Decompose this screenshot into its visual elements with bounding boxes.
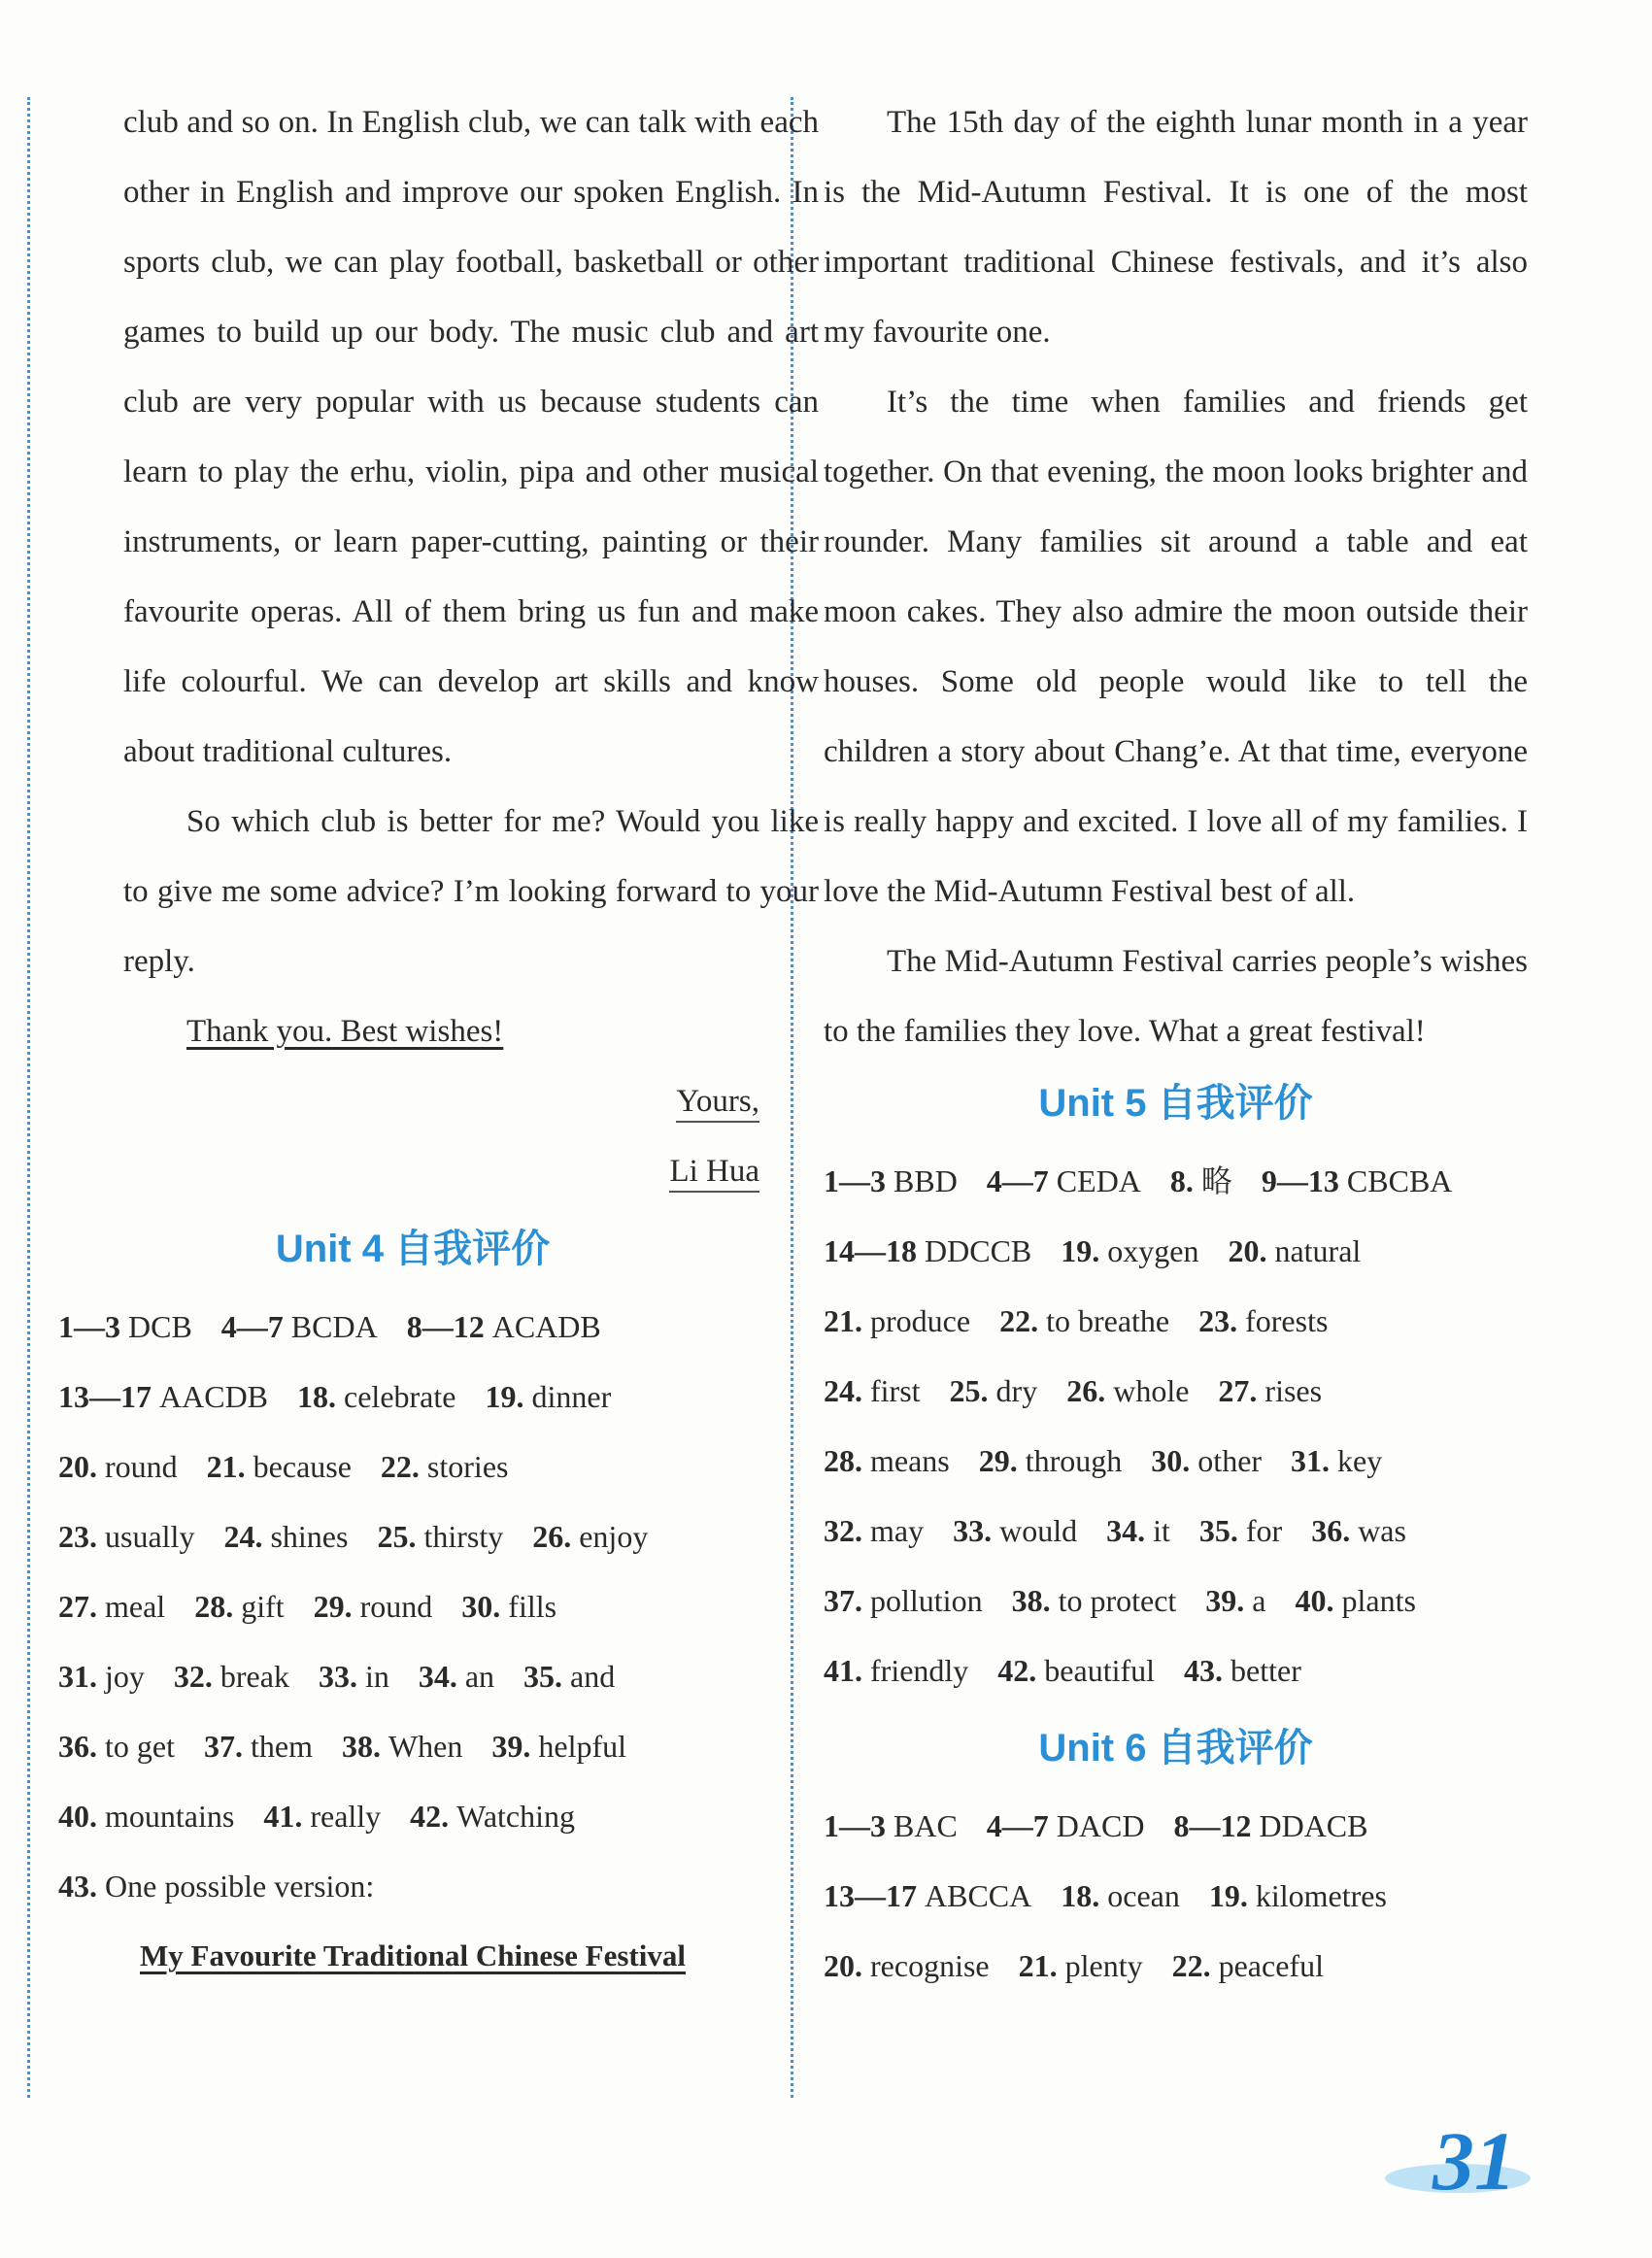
answer-number: 8—12 [406, 1309, 485, 1344]
letter-closing [123, 996, 819, 1066]
answer-number: 23. [58, 1519, 97, 1554]
answer-item [377, 1501, 503, 1571]
answer-number: 13—17 [824, 1878, 917, 1913]
answer-item [824, 1791, 958, 1861]
answer-value: mountains [105, 1799, 235, 1834]
answer-line [824, 1635, 1528, 1705]
answer-item [1262, 1146, 1452, 1216]
answer-number: 36. [58, 1729, 97, 1764]
answer-item [824, 1286, 970, 1356]
answer-value: celebrate [344, 1379, 456, 1414]
answer-item [314, 1571, 433, 1641]
answer-item [1170, 1146, 1232, 1216]
answer-item [1198, 1286, 1328, 1356]
answer-value: produce [870, 1303, 971, 1338]
answer-line [824, 1146, 1528, 1216]
answer-value: them [250, 1729, 313, 1764]
answer-item [419, 1641, 494, 1711]
answer-number: 30. [1151, 1443, 1191, 1478]
answer-value: first [870, 1373, 921, 1408]
unit5-title: Unit 5 自我评价 [1038, 1082, 1313, 1125]
answer-value: kilometres [1255, 1878, 1387, 1913]
answer-number: 24. [223, 1519, 263, 1554]
answer-item [1066, 1356, 1189, 1426]
answer-number: 25. [949, 1373, 989, 1408]
answer-item [824, 1496, 924, 1566]
answer-number: 18. [297, 1379, 337, 1414]
answer-item [207, 1432, 352, 1501]
answer-item [1106, 1496, 1170, 1566]
answer-value: means [870, 1443, 950, 1478]
answer-item [461, 1571, 556, 1641]
answer-number: 40. [58, 1799, 97, 1834]
answer-number: 4—7 [220, 1309, 284, 1344]
answer-line [824, 1566, 1528, 1635]
answer-value: gift [241, 1589, 285, 1624]
answer-line [824, 1791, 1528, 1861]
essay-title: My Favourite Traditional Chinese Festival [140, 1938, 686, 1972]
answer-number: 39. [1205, 1583, 1245, 1618]
answer-item [987, 1146, 1141, 1216]
answer-number: 41. [263, 1799, 303, 1834]
answer-value: was [1358, 1513, 1406, 1548]
answer-line [824, 1216, 1528, 1286]
answer-value: other [1197, 1443, 1263, 1478]
answer-number: 33. [953, 1513, 993, 1548]
answer-item [824, 1356, 921, 1426]
answer-item [263, 1781, 381, 1851]
answer-value: enjoy [579, 1519, 649, 1554]
answer-number: 13—17 [58, 1379, 152, 1414]
answer-value: helpful [538, 1729, 627, 1764]
answer-number: 26. [1066, 1373, 1106, 1408]
answer-number: 38. [1011, 1583, 1051, 1618]
answer-number: 19. [485, 1379, 524, 1414]
answer-line [58, 1292, 767, 1362]
answer-item [485, 1362, 611, 1432]
answer-item [987, 1791, 1145, 1861]
answer-number: 9—13 [1261, 1163, 1339, 1198]
answer-line [58, 1851, 767, 1921]
answer-line [58, 1501, 767, 1571]
answer-item [1012, 1566, 1177, 1635]
answer-number: 40. [1295, 1583, 1334, 1618]
answer-number: 22. [1171, 1948, 1211, 1983]
answer-number: 14—18 [824, 1233, 917, 1268]
answer-value: to protect [1058, 1583, 1177, 1618]
answer-item [381, 1432, 509, 1501]
unit4-answers [58, 1292, 767, 1921]
answer-number: 32. [173, 1659, 213, 1694]
answer-value: friendly [870, 1653, 969, 1688]
answer-number: 38. [341, 1729, 381, 1764]
answer-number: 21. [206, 1449, 246, 1484]
answer-value: in [364, 1659, 389, 1694]
answer-value: DCB [128, 1309, 192, 1344]
answer-value: AACDB [159, 1379, 269, 1414]
answer-number: 4—7 [986, 1808, 1049, 1843]
answer-number: 36. [1311, 1513, 1351, 1548]
answer-number: 20. [824, 1948, 862, 1983]
answer-item [1019, 1931, 1143, 2001]
answer-value: Watching [456, 1799, 575, 1834]
answer-item [410, 1781, 575, 1851]
answer-number: 27. [1218, 1373, 1258, 1408]
answer-value: because [253, 1449, 352, 1484]
answer-item [58, 1432, 178, 1501]
answer-number: 43. [1184, 1653, 1224, 1688]
answer-number: 19. [1208, 1878, 1248, 1913]
answer-item [979, 1426, 1123, 1496]
essay-paragraph-1: The 15th day of the eighth lunar month in a year is the Mid-Autumn Festival. It is one of the most important traditional Chinese festivals, and it’s also my favourite one. [824, 105, 1528, 350]
answer-number: 19. [1061, 1233, 1100, 1268]
answer-item [1172, 1931, 1324, 2001]
answer-number: 35. [523, 1659, 563, 1694]
unit4-title: Unit 4 自我评价 [275, 1228, 551, 1270]
answer-number: 34. [418, 1659, 457, 1694]
answer-number: 1—3 [824, 1163, 886, 1198]
answer-number: 29. [978, 1443, 1018, 1478]
answer-item [58, 1501, 194, 1571]
answer-item [58, 1781, 234, 1851]
answer-item [58, 1362, 268, 1432]
answer-value: pollution [870, 1583, 983, 1618]
closing-text: Thank you. Best wishes! [186, 1014, 504, 1049]
answer-value: key [1337, 1443, 1383, 1478]
answer-number: 4—7 [986, 1163, 1049, 1198]
answer-item [194, 1571, 284, 1641]
answer-value: better [1231, 1653, 1301, 1688]
left-margin-rule [27, 97, 30, 2098]
answer-item [407, 1292, 601, 1362]
answer-value: thirsty [423, 1519, 504, 1554]
answer-number: 32. [824, 1513, 862, 1548]
answer-line [58, 1571, 767, 1641]
answer-value: break [219, 1659, 289, 1694]
answer-item [204, 1711, 313, 1781]
right-column [824, 87, 1528, 2001]
answer-number: 39. [491, 1729, 531, 1764]
answer-value: beautiful [1044, 1653, 1156, 1688]
answer-line [58, 1362, 767, 1432]
answer-number: 21. [1018, 1948, 1058, 1983]
answer-value: really [310, 1799, 382, 1834]
answer-value: usually [105, 1519, 195, 1554]
answer-value: whole [1113, 1373, 1190, 1408]
answer-item [58, 1851, 374, 1921]
answer-number: 34. [1106, 1513, 1146, 1548]
answer-item [58, 1711, 175, 1781]
answer-number: 1—3 [58, 1309, 120, 1344]
answer-line [824, 1356, 1528, 1426]
answer-item [824, 1566, 983, 1635]
answer-item [1199, 1496, 1282, 1566]
answer-value: fills [508, 1589, 557, 1624]
answer-number: 37. [203, 1729, 243, 1764]
answer-value: natural [1274, 1233, 1362, 1268]
answer-value: to get [105, 1729, 175, 1764]
answer-item [824, 1216, 1031, 1286]
answer-line [824, 1861, 1528, 1931]
answer-value: plenty [1064, 1948, 1143, 1983]
answer-item [342, 1711, 462, 1781]
answer-value: and [570, 1659, 616, 1694]
answer-value: forests [1245, 1303, 1329, 1338]
answer-number: 20. [58, 1449, 97, 1484]
answer-item [223, 1501, 348, 1571]
answer-line [824, 1931, 1528, 2001]
answer-value: BCDA [290, 1309, 378, 1344]
answer-item [824, 1861, 1031, 1931]
answer-number: 31. [1291, 1443, 1331, 1478]
answer-value: shines [270, 1519, 349, 1554]
answer-item [824, 1931, 990, 2001]
signature-text: Li Hua [669, 1154, 759, 1193]
answer-value: may [870, 1513, 925, 1548]
answer-number: 28. [824, 1443, 862, 1478]
answer-value: When [388, 1729, 463, 1764]
answer-item [1061, 1861, 1180, 1931]
answer-value: joy [105, 1659, 145, 1694]
answer-number: 8. [1169, 1163, 1194, 1198]
answer-value: to breathe [1046, 1303, 1170, 1338]
answer-number: 29. [313, 1589, 353, 1624]
answer-line [58, 1711, 767, 1781]
answer-value: BBD [893, 1163, 958, 1198]
answer-number: 22. [999, 1303, 1039, 1338]
page-number: 31 [1433, 2114, 1516, 2207]
answer-number: 27. [58, 1589, 97, 1624]
answer-item [523, 1641, 615, 1711]
answer-value: ACADB [491, 1309, 601, 1344]
answer-line [824, 1496, 1528, 1566]
answer-item [1296, 1566, 1416, 1635]
letter-paragraph-1: club and so on. In English club, we can talk with each other in English and improve our spoken English. In sports club, we can play football, basketball or other games to build up our body. The music club and art club are very popular with us because students can learn to play the erhu, violin, pipa and other musical instruments, or learn paper-cutting, painting or their favourite operas. All of them bring us fun and make life colourful. We can develop art skills and know about traditional cultures. [123, 105, 819, 769]
answer-item [221, 1292, 378, 1362]
answer-number: 18. [1061, 1878, 1100, 1913]
answer-item [824, 1426, 950, 1496]
answer-line [58, 1641, 767, 1711]
answer-number: 35. [1198, 1513, 1238, 1548]
answer-item [1184, 1635, 1301, 1705]
answer-item [997, 1635, 1155, 1705]
answer-number: 42. [410, 1799, 450, 1834]
answer-value: it [1153, 1513, 1170, 1548]
answer-number: 26. [532, 1519, 572, 1554]
answer-value: round [105, 1449, 178, 1484]
answer-value: CEDA [1056, 1163, 1141, 1198]
answer-number: 22. [380, 1449, 420, 1484]
answer-number: 41. [824, 1653, 862, 1688]
answer-number: 30. [461, 1589, 501, 1624]
answer-item [58, 1641, 145, 1711]
answer-value: an [464, 1659, 495, 1694]
answer-line [58, 1781, 767, 1851]
answer-number: 21. [824, 1303, 862, 1338]
letter-signature [58, 1136, 767, 1206]
answer-item [297, 1362, 455, 1432]
answer-value: stories [426, 1449, 509, 1484]
answer-item [1228, 1216, 1361, 1286]
answer-item [1291, 1426, 1382, 1496]
answer-value: DDACB [1259, 1808, 1368, 1843]
answer-item [174, 1641, 289, 1711]
answer-value: ABCCA [925, 1878, 1032, 1913]
answer-item [319, 1641, 389, 1711]
answer-line [824, 1286, 1528, 1356]
answer-number: 25. [377, 1519, 417, 1554]
answer-item [999, 1286, 1169, 1356]
answer-number: 42. [997, 1653, 1037, 1688]
answer-number: 33. [318, 1659, 357, 1694]
answer-value: 略 [1200, 1163, 1232, 1198]
answer-item [532, 1501, 648, 1571]
answer-number: 1—3 [824, 1808, 886, 1843]
answer-item [58, 1571, 165, 1641]
answer-item [950, 1356, 1038, 1426]
essay-paragraph-3: The Mid-Autumn Festival carries people’s wishes to the families they love. What a great festival! [824, 944, 1528, 1049]
answer-value: peaceful [1218, 1948, 1324, 1983]
answer-item [491, 1711, 626, 1781]
answer-item [1311, 1496, 1406, 1566]
answer-value: for [1245, 1513, 1283, 1548]
answer-item [58, 1292, 192, 1362]
essay-paragraph-2: It’s the time when families and friends get together. On that evening, the moon looks brighter and rounder. Many families sit around a table and eat moon cakes. They also admire the moon outside their houses. Some old people would like to tell the children a story about Chang’e. At that time, everyone is really happy and excited. I love all of my families. I love the Mid-Autumn Festival best of all. [824, 385, 1528, 909]
answer-value: meal [105, 1589, 166, 1624]
answer-value: DACD [1056, 1808, 1145, 1843]
answer-number: 43. [58, 1869, 97, 1904]
answer-value: One possible version: [105, 1869, 375, 1904]
answer-value: oxygen [1107, 1233, 1199, 1268]
letter-paragraph-2: So which club is better for me? Would you like to give me some advice? I’m looking forward to your reply. [123, 804, 819, 979]
answer-value: a [1252, 1583, 1266, 1618]
answer-item [953, 1496, 1077, 1566]
answer-number: 20. [1228, 1233, 1267, 1268]
answer-number: 23. [1198, 1303, 1238, 1338]
letter-yours [58, 1066, 767, 1136]
answer-value: plants [1341, 1583, 1416, 1618]
answer-value: round [359, 1589, 433, 1624]
answer-value: ocean [1107, 1878, 1180, 1913]
answer-item [1173, 1791, 1367, 1861]
answer-number: 37. [824, 1583, 862, 1618]
unit6-answers [824, 1791, 1528, 2001]
answer-number: 31. [58, 1659, 97, 1694]
answer-value: would [999, 1513, 1078, 1548]
unit5-answers [824, 1146, 1528, 1705]
answer-value: through [1025, 1443, 1123, 1478]
answer-item [1061, 1216, 1198, 1286]
answer-value: dinner [531, 1379, 612, 1414]
answer-item [1218, 1356, 1322, 1426]
yours-text: Yours, [676, 1084, 759, 1123]
answer-number: 8—12 [1173, 1808, 1252, 1843]
unit6-title: Unit 6 自我评价 [1038, 1727, 1313, 1769]
answer-line [58, 1432, 767, 1501]
answer-value: rises [1264, 1373, 1323, 1408]
answer-line [824, 1426, 1528, 1496]
answer-item [1151, 1426, 1262, 1496]
answer-number: 24. [824, 1373, 862, 1408]
answer-item [824, 1635, 968, 1705]
answer-value: recognise [870, 1948, 990, 1983]
answer-item [1205, 1566, 1265, 1635]
answer-value: BAC [893, 1808, 958, 1843]
answer-value: CBCBA [1346, 1163, 1453, 1198]
answer-item [824, 1146, 958, 1216]
answer-value: dry [995, 1373, 1038, 1408]
answer-item [1209, 1861, 1387, 1931]
answer-value: DDCCB [925, 1233, 1032, 1268]
left-column [58, 87, 819, 1991]
answer-number: 28. [194, 1589, 234, 1624]
